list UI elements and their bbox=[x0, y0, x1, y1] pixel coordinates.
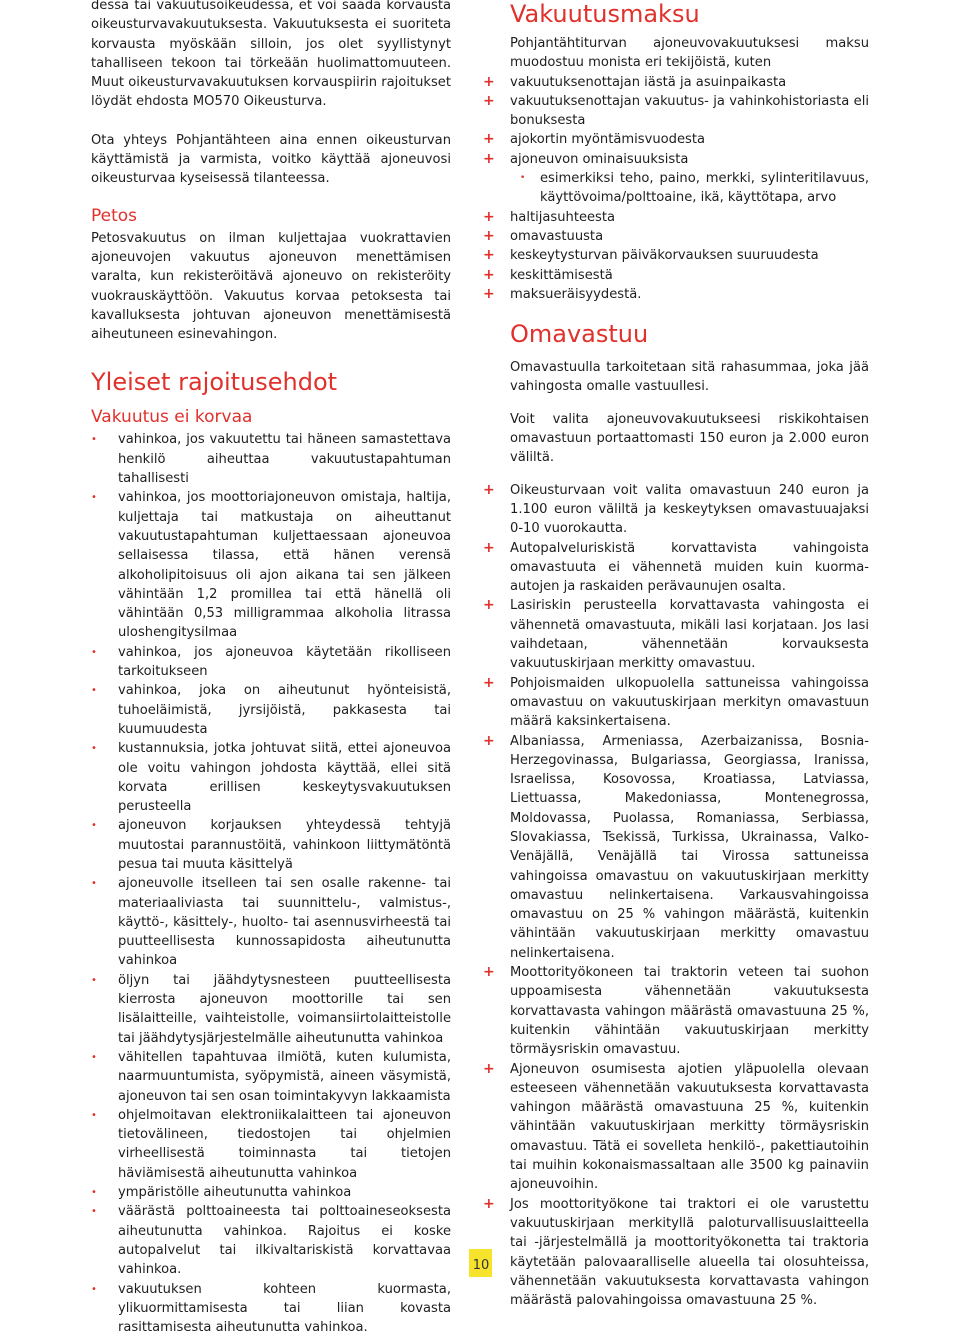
plus-icon: + bbox=[483, 131, 495, 148]
factor-item bbox=[483, 73, 869, 92]
factor-item bbox=[483, 227, 869, 246]
yleiset-heading: Yleiset rajoitusehdot bbox=[91, 368, 338, 397]
omavastuu-item-text: Ajoneuvon osumisesta ajotien yläpuolella olevaan esteeseen vähennetään vakuutuksesta korvattavasta vahingon määrästä omavastuuna 25 %, kuitenkin vähintään vakuutuskirjaan merkitty törmäysriskin omavastuu. Tätä ei sovelleta henkilö-, pakettiautoihin tai muihin kokonaismassaltaan alle 3500 kg painaviin ajoneuvoihin. bbox=[510, 1061, 869, 1193]
omavastuu-item bbox=[483, 539, 869, 597]
factor-item bbox=[483, 92, 869, 131]
omavastuu-list bbox=[483, 481, 869, 1311]
exclusion-item-text: ohjelmoitavan elektroniikalaitteen tai ajoneuvon tietovälineen, tiedostojen tai ohjelmien virheellisestä toiminnasta tai tietojen häviämisestä aiheutunutta vahinkoa bbox=[118, 1107, 451, 1181]
omavastuu-item bbox=[483, 963, 869, 1059]
omavastuu-item-text: Albaniassa, Armeniassa, Azerbaizanissa, Bosnia-Herzegovinassa, Bulgariassa, Georgiassa, Iranissa, Israelissa, Kosovossa, Kroatiassa, Latviassa, Liettuassa, Makedoniassa, Montenegrossa, Moldovassa, Puolassa, Romaniassa, Serbiassa, Slovakiassa, Tsekissä, Turkissa, Ukrainassa, Valko-Venäjällä, Venäjällä tai Virossa sattuneissa vahingoissa omavastuu on vakuutuskirjaan merkitty omavastuu nelinkertaisena. Varkausvahingoissa omavastuu on 25 % vahingon määrästä, kuitenkin vähintään vakuutuskirjaan merkitty omavastuu nelinkertaisena. bbox=[510, 733, 869, 961]
vakuutusmaksu-heading: Vakuutusmaksu bbox=[510, 0, 700, 28]
omavastuu-item bbox=[483, 481, 869, 539]
exclusions-list bbox=[91, 430, 451, 1337]
bullet-icon: • bbox=[91, 820, 97, 832]
factor-item bbox=[483, 246, 869, 265]
bullet-icon: • bbox=[91, 1051, 97, 1063]
exclusion-item bbox=[91, 1183, 451, 1202]
right-column bbox=[483, 0, 869, 1310]
exclusion-item-text: vahinkoa, jos ajoneuvoa käytetään rikolliseen tarkoitukseen bbox=[118, 644, 451, 680]
plus-icon: + bbox=[483, 92, 495, 109]
factor-item-text: keskeytysturvan päiväkorvauksen suuruudesta bbox=[510, 248, 819, 264]
bullet-icon: • bbox=[91, 492, 97, 504]
exclusion-item bbox=[91, 1280, 451, 1337]
bullet-icon: • bbox=[91, 646, 97, 658]
exclusion-item bbox=[91, 488, 451, 642]
plus-icon: + bbox=[483, 481, 495, 498]
exclusion-item-text: öljyn tai jäähdytysnesteen puutteellisesta kierrosta ajoneuvon moottorille tai sen lisälaitteille, vaihteistolle, voimansiirtolaitteistolle tai jäähdytysjärjestelmälle aiheutunutta vahinkoa bbox=[118, 972, 451, 1046]
plus-icon: + bbox=[483, 597, 495, 614]
omavastuu-item-text: Lasiriskin perusteella korvattavasta vahingosta ei vähennetä omavastuuta, mikäli lasi korjataan. Jos lasi vaihdetaan, vähennetään korvauksesta vakuutuskirjaan merkitty omavastuu. bbox=[510, 598, 869, 672]
exclusion-item-text: ajoneuvon korjauksen yhteydessä tehtyjä muutostai parannustöitä, vahinkoon liittymätöntä pesua tai muuta käsittelyä bbox=[118, 818, 451, 872]
factor-sub-list bbox=[483, 169, 869, 208]
omavastuu-p2: Voit valita ajoneuvovakuutukseesi riskikohtaisen omavastuun portaattomasti 150 euron ja 2.000 euron väliltä. bbox=[510, 411, 869, 466]
factor-item-text: vakuutuksenottajan iästä ja asuinpaikasta bbox=[510, 74, 787, 90]
exclusion-item bbox=[91, 1106, 451, 1183]
plus-icon: + bbox=[483, 227, 495, 244]
petos-heading: Petos bbox=[91, 205, 138, 226]
omavastuu-heading: Omavastuu bbox=[510, 320, 649, 349]
plus-icon: + bbox=[483, 1060, 495, 1077]
exclusion-item bbox=[91, 430, 451, 488]
bullet-icon: • bbox=[91, 974, 97, 986]
vakuutusmaksu-intro: Pohjantähtiturvan ajoneuvovakuutuksesi maksu muodostuu monista eri tekijöistä, kuten bbox=[510, 36, 869, 71]
exclusion-item bbox=[91, 874, 451, 970]
factor-item bbox=[483, 130, 869, 149]
factor-item-text: ajokortin myöntämisvuodesta bbox=[510, 132, 706, 148]
plus-icon: + bbox=[483, 266, 495, 283]
petos-paragraph: Petosvakuutus on ilman kuljettajaa vuokrattavien ajoneuvojen vakuutus ajoneuvon menettämisen varalta, kun rekisteröitävä ajoneuvo on rekisteröity vuokrauskäyttöön. Vakuutus korvaa petoksesta tai kavalluksesta johtuvan ajoneuvon menettämisestä aiheutuneen esinevahingon. bbox=[91, 230, 451, 343]
exclusion-item bbox=[91, 1048, 451, 1106]
factors-list-a bbox=[483, 73, 869, 169]
omavastuu-p1: Omavastuulla tarkoitetaan sitä rahasummaa, joka jää vahingosta omalle vastuullesi. bbox=[510, 360, 869, 395]
omavastuu-item bbox=[483, 732, 869, 964]
factor-item bbox=[483, 266, 869, 285]
plus-icon: + bbox=[483, 674, 495, 691]
exclusion-item-text: vahinkoa, jos moottoriajoneuvon omistaja, haltija, kuljettaja tai matkustaja on aiheuttanut vakuutustapahtuman kuljettaessaan ajoneuvoa sellaisessa tilassa, että hänen verensä alkoholipitoisuus oli ajon aikana tai sen jälkeen vähintään 1,2 promillea tai että hänellä oli vähintään 0,53 milligrammaa alkoholia litrassa uloshengitysilmaa bbox=[118, 490, 451, 641]
factor-item-text: maksueräisyydestä. bbox=[510, 286, 642, 302]
exclusion-item bbox=[91, 816, 451, 874]
exclusion-item-text: väärästä polttoaineesta tai polttoaineseoksesta aiheutunutta vahinkoa. Rajoitus ei koske autopalvelut tai ilkivaltariskistä korvattavaa vahinkoa. bbox=[118, 1204, 451, 1278]
omavastuu-item bbox=[483, 1195, 869, 1311]
exclusion-item-text: kustannuksia, jotka johtuvat siitä, ettei ajoneuvoa ole voitu vahingon johdosta käyttää, ellei sitä korvata erillisen keskeytysvakuutuksen perusteella bbox=[118, 741, 451, 815]
exclusion-item bbox=[91, 1202, 451, 1279]
plus-icon: + bbox=[483, 150, 495, 167]
contact-paragraph: Ota yhteys Pohjantähteen aina ennen oikeusturvan käyttämistä ja varmista, voitko käyttää ajoneuvosi oikeusturvaa kyseisessä tilanteessa. bbox=[91, 132, 451, 187]
bullet-icon: • bbox=[91, 1283, 97, 1295]
exclusion-item bbox=[91, 643, 451, 682]
plus-icon: + bbox=[483, 732, 495, 749]
factor-sub-item bbox=[510, 169, 869, 208]
bullet-icon: • bbox=[91, 434, 97, 446]
plus-icon: + bbox=[483, 1195, 495, 1212]
omavastuu-item bbox=[483, 1060, 869, 1195]
exclusion-item-text: vähitellen tapahtuvaa ilmiötä, kuten kulumista, naarmuuntumista, syöpymistä, aineen väsymistä, ajoneuvon tai sen osan toimintakyvyn lakkaamista bbox=[118, 1049, 451, 1104]
factor-item-text: keskittämisestä bbox=[510, 267, 613, 283]
ei-korvaa-heading: Vakuutus ei korvaa bbox=[91, 407, 253, 428]
exclusion-item bbox=[91, 971, 451, 1048]
omavastuu-item bbox=[483, 596, 869, 673]
exclusion-item-text: ympäristölle aiheutunutta vahinkoa bbox=[118, 1185, 352, 1201]
bullet-icon: • bbox=[520, 173, 526, 184]
plus-icon: + bbox=[483, 285, 495, 302]
plus-icon: + bbox=[483, 539, 495, 556]
bullet-icon: • bbox=[91, 1206, 97, 1218]
omavastuu-item-text: Jos moottorityökone tai traktori ei ole varustettu vakuutuskirjaan merkityllä paloturvallisuuslaitteella tai -järjestelmällä ja moottorityökonetta tai traktoria käytetään palovaaralliselle alueella tai olosuhteissa, vähennetään vakuutuksesta korvattavasta vahingon määrästä palovahingoissa omavastuuna 25 %. bbox=[510, 1196, 869, 1309]
bullet-icon: • bbox=[91, 685, 97, 697]
factor-item bbox=[483, 285, 869, 304]
bullet-icon: • bbox=[91, 1109, 97, 1121]
factors-list-b bbox=[483, 208, 869, 304]
plus-icon: + bbox=[483, 208, 495, 225]
factor-item-text: omavastuusta bbox=[510, 228, 604, 244]
bullet-icon: • bbox=[91, 878, 97, 890]
exclusion-item-text: ajoneuvolle itselleen tai sen osalle rakenne- tai materiaaliviasta tai suunnittelu-, valmistus-, käyttö-, käsittely-, huolto- tai asennusvirheestä tai puutteellisesta kunnossapidosta aiheutunutta vahinkoa bbox=[118, 876, 451, 969]
bullet-icon: • bbox=[91, 1187, 97, 1199]
exclusion-item-text: vakuutuksen kohteen kuormasta, ylikuormittamisesta tai liian kovasta rasittamisesta aiheutunutta vahinkoa. bbox=[118, 1281, 451, 1336]
exclusion-item bbox=[91, 739, 451, 816]
factor-item-text: haltijasuhteesta bbox=[510, 209, 616, 225]
exclusion-item-text: vahinkoa, jos vakuutettu tai häneen samastettava henkilö aiheuttaa vakuutustapahtuman tahallisesti bbox=[118, 432, 451, 487]
omavastuu-item-text: Moottorityökoneen tai traktorin veteen tai suohon uppoamisesta vähennetään vakuutuksesta korvattavasta vahingon määrästä omavastuuna 25 %, kuitenkin vähintään vakuutuskirjaan merkitty törmäysriskin omavastuu. bbox=[510, 965, 869, 1058]
plus-icon: + bbox=[483, 247, 495, 264]
factor-item-text: vakuutuksenottajan vakuutus- ja vahinkohistoriasta eli bonuksesta bbox=[510, 93, 869, 129]
exclusion-item bbox=[91, 681, 451, 739]
factor-item bbox=[483, 208, 869, 227]
intro-paragraph: dessa tai vakuutusoikeudessa, et voi saada korvausta oikeusturvavakuutuksesta. Vakuutuksesta ei suoriteta korvausta myöskään silloin, jos olet syyllistynyt tahalliseen tekoon tai törkeään huolimattomuuteen. Muut oikeusturvavakuutuksen korvauspiirin rajoitukset löydät ehdosta MO570 Oikeusturva. bbox=[91, 0, 451, 110]
factor-item bbox=[483, 150, 869, 169]
page-number: 10 bbox=[472, 1258, 490, 1273]
plus-icon: + bbox=[483, 73, 495, 90]
omavastuu-item-text: Autopalveluriskistä korvattavista vahingoista omavastuuta ei vähennetä muiden kuin kuorma-autojen ja raskaiden perävaunujen osalta. bbox=[510, 540, 869, 595]
plus-icon: + bbox=[483, 964, 495, 981]
omavastuu-item bbox=[483, 674, 869, 732]
factor-item-text: ajoneuvon ominaisuuksista bbox=[510, 151, 689, 167]
omavastuu-item-text: Pohjoismaiden ulkopuolella sattuneissa vahingoissa omavastuu on vakuutuskirjaan merkityn omavastuun määrä kaksinkertaisena. bbox=[510, 675, 869, 730]
bullet-icon: • bbox=[91, 743, 97, 755]
omavastuu-item-text: Oikeusturvaan voit valita omavastuun 240 euron ja 1.100 euron väliltä ja keskeytyksen omavastuuajaksi 0-10 vuorokautta. bbox=[510, 482, 869, 537]
exclusion-item-text: vahinkoa, joka on aiheutunut hyönteisistä, tuhoeläimistä, jyrsijöistä, pakkasesta tai kuumuudesta bbox=[118, 683, 451, 737]
left-column bbox=[91, 0, 451, 1337]
factor-sub-text: esimerkiksi teho, paino, merkki, sylinteritilavuus, käyttövoima/polttoaine, ikä, käyttötapa, arvo bbox=[540, 171, 869, 206]
